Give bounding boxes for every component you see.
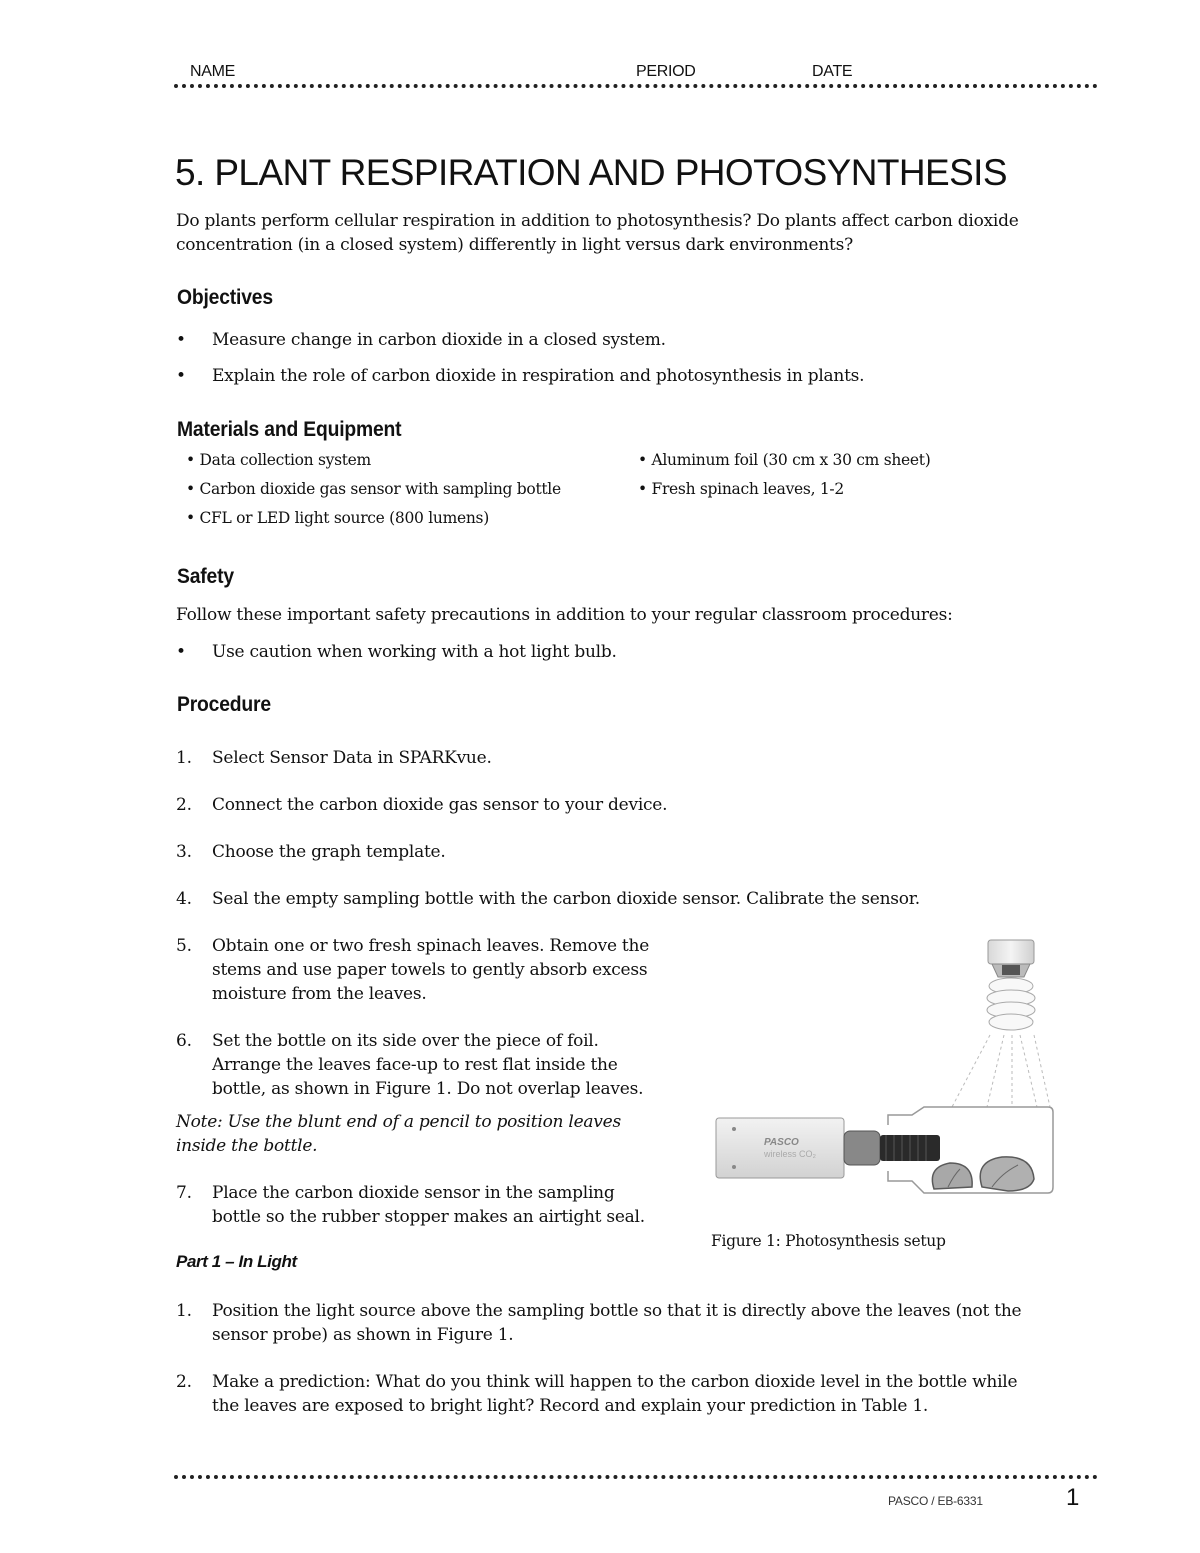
figure-caption: Figure 1: Photosynthesis setup [711, 1232, 946, 1250]
intro-line-1: Do plants perform cellular respiration in addition to photosynthesis? Do plants affect carbon dioxide [176, 211, 1019, 231]
footer-code: PASCO / EB-6331 [888, 1494, 983, 1508]
list-item: • Use caution when working with a hot light bulb. [176, 642, 617, 662]
objectives-list [176, 328, 1076, 388]
materials-left-list [186, 450, 561, 537]
procedure-note: Note: Use the blunt end of a pencil to position leaves inside the bottle. [176, 1112, 621, 1156]
procedure-step: 6. Set the bottle on its side over the piece of foil. Arrange the leaves face-up to rest flat inside the bottle, as shown in Figure 1. Do not overlap leaves. [176, 1031, 644, 1099]
name-label: NAME [190, 63, 236, 80]
list-item: • Carbon dioxide gas sensor with sampling bottle [186, 480, 561, 498]
period-label: PERIOD [636, 63, 696, 80]
list-item: • Aluminum foil (30 cm x 30 cm sheet) [638, 451, 931, 469]
list-item: • Data collection system [186, 451, 371, 469]
date-label: DATE [812, 63, 853, 80]
page-number: 1 [1066, 1484, 1080, 1511]
bullet: • [176, 330, 186, 350]
sensor-brand-label: PASCO [764, 1137, 799, 1148]
co2-sensor-icon [716, 1118, 940, 1178]
procedure-step: 7. Place the carbon dioxide sensor in the sampling bottle so the rubber stopper makes an airtight seal. [176, 1183, 645, 1227]
part1-heading: Part 1 – In Light [176, 1252, 297, 1271]
materials-heading: Materials and Equipment [177, 418, 402, 441]
procedure-heading: Procedure [177, 693, 271, 716]
bullet: • [176, 366, 186, 386]
objectives-heading: Objectives [177, 286, 273, 309]
safety-intro: Follow these important safety precautions in addition to your regular classroom procedures: [176, 605, 953, 625]
intro-text [176, 209, 1019, 257]
header-divider [174, 84, 1098, 88]
list-item [176, 328, 1076, 352]
list-item [176, 364, 1076, 388]
materials-right-list [638, 450, 930, 508]
safety-heading: Safety [177, 565, 234, 588]
list-item: • Fresh spinach leaves, 1-2 [638, 480, 844, 498]
intro-line-2: concentration (in a closed system) differently in light versus dark environments? [176, 235, 853, 255]
part1-step: 2. Make a prediction: What do you think will happen to the carbon dioxide level in the bottle while the leaves are exposed to bright light? Record and explain your prediction in Table 1. [176, 1372, 1018, 1416]
bullet: • [176, 642, 186, 662]
footer-divider [174, 1475, 1098, 1479]
objective-text: Measure change in carbon dioxide in a closed system. [212, 330, 666, 350]
photosynthesis-setup-figure [712, 935, 1062, 1205]
part1-step: 1. Position the light source above the sampling bottle so that it is directly above the leaves (not the sensor probe) as shown in Figure 1. [176, 1301, 1022, 1345]
light-bulb-icon [987, 940, 1035, 1030]
sensor-model-label: wireless CO₂ [764, 1149, 817, 1159]
spinach-leaf-icon [932, 1157, 1034, 1191]
light-beam-lines [952, 1035, 1050, 1107]
page-title: 5. PLANT RESPIRATION AND PHOTOSYNTHESIS [175, 152, 1007, 193]
list-item: • CFL or LED light source (800 lumens) [186, 509, 489, 527]
procedure-step: 5. Obtain one or two fresh spinach leaves. Remove the stems and use paper towels to gently absorb excess moisture from the leaves. [176, 936, 650, 1004]
objective-text: Explain the role of carbon dioxide in respiration and photosynthesis in plants. [212, 366, 865, 386]
